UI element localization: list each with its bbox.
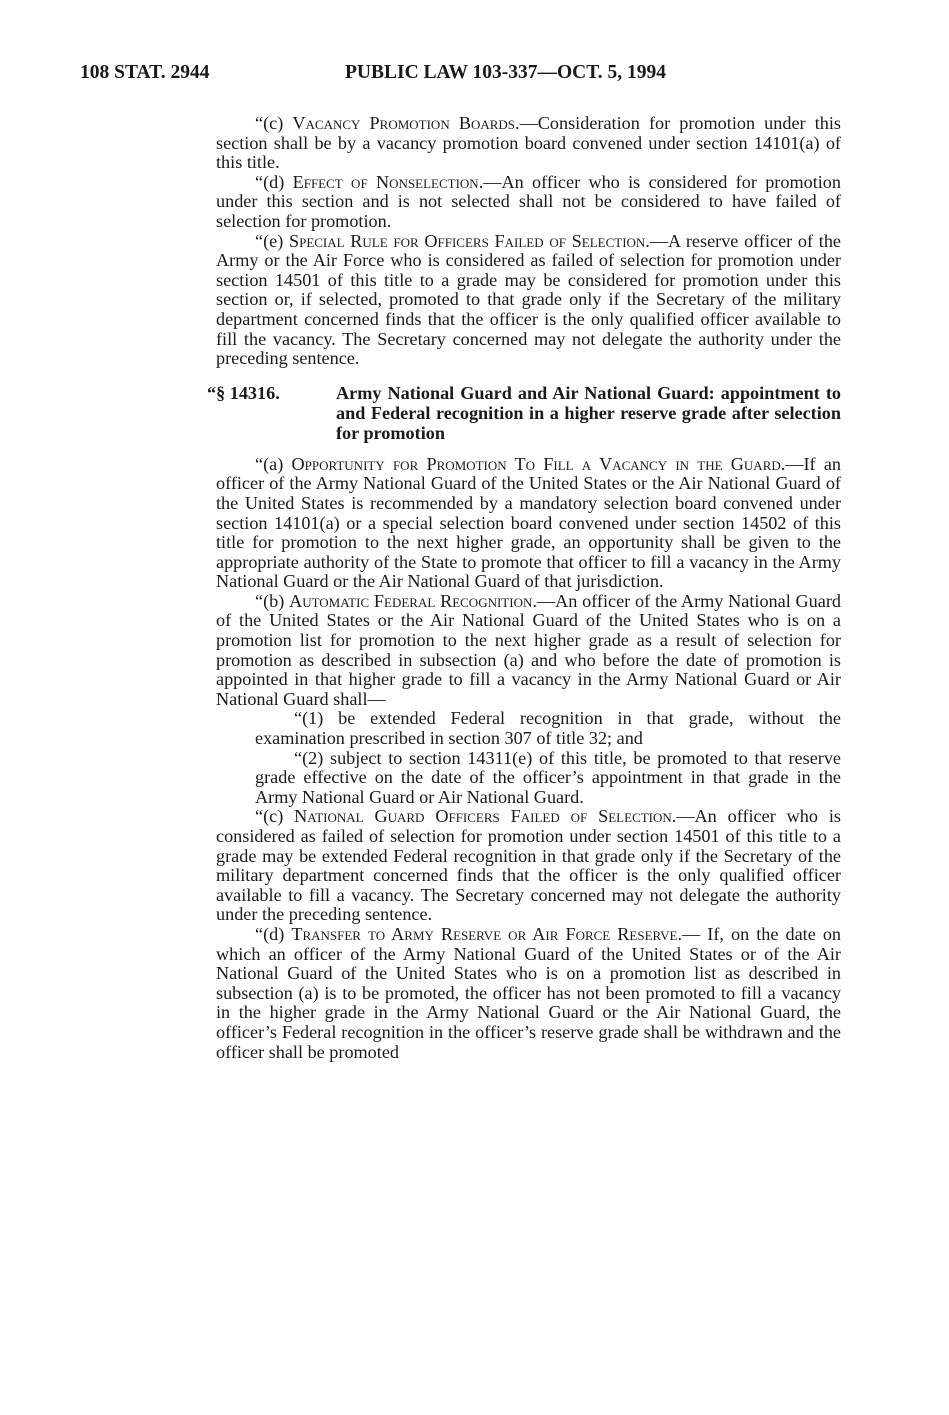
paragraph-heading: Opportunity for Promotion To Fill a Vacancy in the Guard. [291, 453, 786, 474]
page-reference: 108 STAT. 2944 [80, 62, 210, 83]
paragraph-lead: “(c) [255, 806, 295, 827]
document-body [207, 113, 842, 1062]
paragraph-heading: Vacancy Promotion Boards. [292, 113, 520, 133]
section-heading [207, 382, 841, 443]
paragraph-lead: “(d) [255, 171, 293, 192]
paragraph-c-vacancy-promotion-boards [216, 114, 841, 173]
paragraph-heading: Automatic Federal Recognition. [289, 590, 537, 611]
paragraph-lead: “(e) [255, 230, 289, 251]
running-title: PUBLIC LAW 103-337—OCT. 5, 1994 [345, 62, 667, 83]
paragraph-text: —An officer who is considered as failed of selection for promotion under section 14501 of this title to a grade may be extended Federal recognition in that grade only if the Secretary of the military department concerned finds that the officer is the only qualified officer available to fill a vacancy. The Secretary concerned may not delegate the authority under the preceding sentence. [216, 806, 841, 925]
paragraph-text: —A reserve officer of the Army or the Air Force who is considered as failed of selection for promotion under section 14501 of this title to a grade may be considered for promotion under this section or, if selected, promoted to that grade only if the Secretary of the military department concerned finds that the officer is the only qualified officer available to fill the vacancy. The Secretary concerned may not delegate the authority under the preceding sentence. [216, 230, 841, 369]
paragraph-lead: “(d) [255, 923, 292, 944]
paragraph-heading: Transfer to Army Reserve or Air Force Reserve. [291, 923, 683, 944]
paragraph-a-opportunity-for-promotion [216, 455, 841, 592]
paragraph-lead: “(b) [255, 590, 290, 611]
paragraph-text: —An officer who is considered for promotion under this section and is not selected shall not be considered to have failed of selection for promotion. [216, 171, 841, 231]
paragraph-b-automatic-federal-recognition [216, 592, 841, 710]
paragraph-c-national-guard-officers [216, 807, 841, 925]
clause-b-1: “(1) be extended Federal recognition in that grade, without the examination prescribed in section 307 of title 32; and [255, 708, 841, 749]
paragraph-text: —Consideration for promotion under this section shall be by a vacancy promotion board convened under section 14101(a) of this title. [216, 113, 841, 173]
paragraph-text: —An officer of the Army National Guard of the United States or the Air National Guard of the United States who is on a promotion list for promotion to the next higher grade as a result of selection for promotion as described in subsection (a) and who before the date of promotion is appointed in that higher grade to fill a vacancy in the Army National Guard or Air National Guard shall— [216, 590, 841, 709]
paragraph-lead: “(a) [255, 453, 292, 474]
page-header [80, 62, 870, 88]
paragraph-heading: Effect of Nonselection. [292, 171, 484, 192]
paragraph-e-special-rule [216, 232, 841, 369]
paragraph-d-transfer-to-reserve [216, 925, 841, 1062]
paragraph-d-effect-of-nonselection [216, 173, 841, 232]
paragraph-text: —If an officer of the Army National Guard of the United States or the Air National Guard of the United States is recommended by a mandatory selection board convened under section 14101(a) or a special selection board convened under section 14502 of this title for promotion to the next higher grade, an opportunity shall be given to the appropriate authority of the State to promote that officer to fill a vacancy in the Army National Guard or the Air National Guard of that jurisdiction. [216, 453, 841, 592]
paragraph-heading: National Guard Officers Failed of Selection. [294, 806, 677, 827]
clause-b-2: “(2) subject to section 14311(e) of this title, be promoted to that reserve grade effective on the date of the officer’s appointment in that grade in the Army National Guard or Air National Guard. [255, 747, 841, 807]
paragraph-lead: “(c) [255, 113, 293, 133]
paragraph-heading: Special Rule for Officers Failed of Selection. [288, 230, 650, 251]
section-title: Army National Guard and Air National Guard: appointment to and Federal recognition in a higher reserve grade after selection for promotion [336, 382, 841, 443]
section-number: “§ 14316. [207, 382, 280, 403]
paragraph-text: — If, on the date on which an officer of the Army National Guard of the United States or of the Air National Guard of the United States who is on a promotion list as described in subsection (a) is to be promoted, the officer has not been promoted to fill a vacancy in the higher grade in the Army National Guard or the Air National Guard, the officer’s Federal recognition in the officer’s reserve grade shall be withdrawn and the officer shall be promoted [216, 923, 842, 1062]
